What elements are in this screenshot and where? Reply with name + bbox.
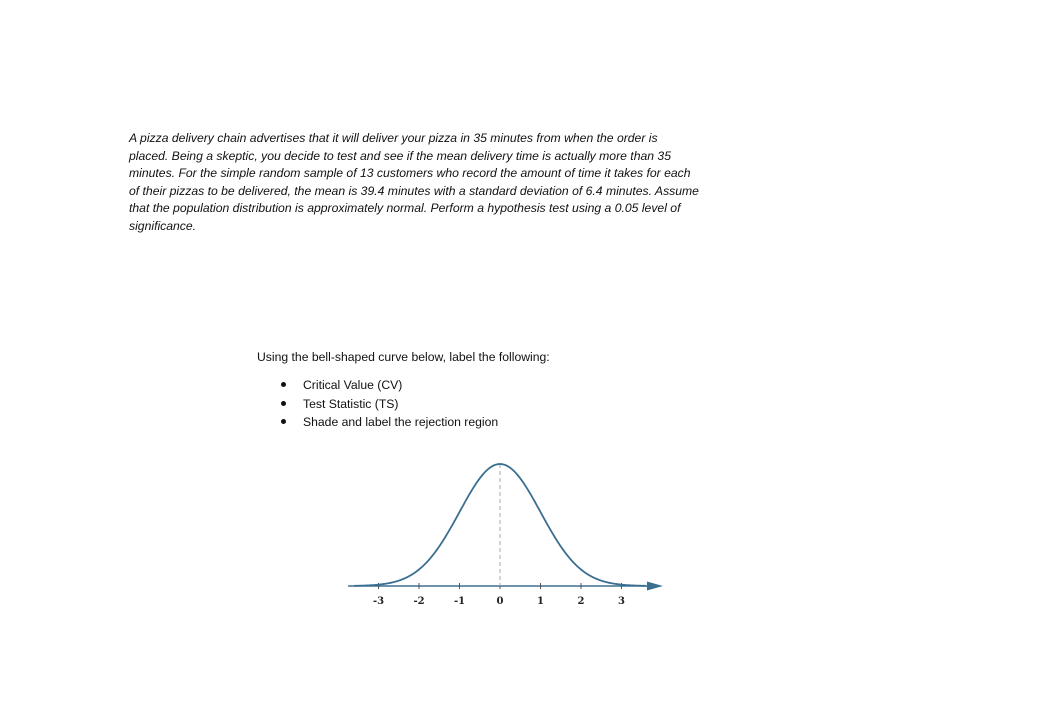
instructions-lead: Using the bell-shaped curve below, label the following:: [257, 350, 550, 364]
list-item-label: Critical Value (CV): [303, 378, 403, 392]
x-tick-label: 2: [577, 596, 585, 607]
x-tick-label: 3: [618, 596, 625, 607]
x-tick-label: -3: [372, 596, 385, 607]
x-tick-label: -2: [413, 596, 425, 607]
x-tick-label: 0: [496, 596, 504, 607]
list-item-label: Test Statistic (TS): [303, 396, 399, 411]
x-axis-arrow-icon: [647, 582, 663, 591]
bell-curve-line: [354, 464, 646, 586]
list-item-label: Shade and label the rejection region: [303, 415, 499, 429]
problem-text: A pizza delivery chain advertises that it will deliver your pizza in 35 minutes from when the order is placed. Being a skeptic, you decide to test and see if the mean delivery time is actually more than 35 minutes. For the simple random sample of 13 customers who record the amount of time it takes for each of their pizzas to be delivered, the mean is 39.4 minutes with a standard deviation of 6.4 minutes. Assume that the population distribution is approximately normal. Perform a hypothesis test using a 0.05 level of significance.: [129, 131, 699, 233]
x-tick-label: 1: [537, 596, 544, 607]
x-tick-label: -1: [453, 596, 466, 607]
